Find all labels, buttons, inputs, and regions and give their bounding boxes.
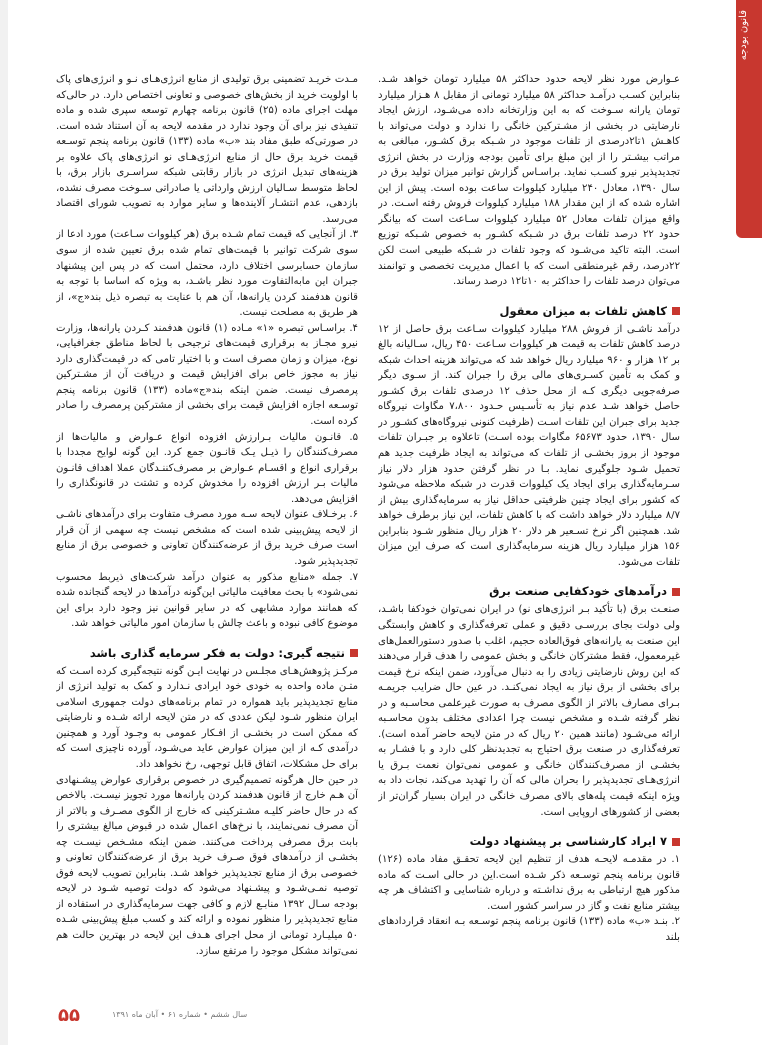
page-number: ۵۵ [58, 1005, 80, 1026]
paragraph: مرکـز پژوهش‌هـای مجلـس در نهایت ایـن گونه نتیجه‌گیری کرده اسـت که متـن ماده واحده به خودی خود ایرادی نـدارد و کمک به تولید انرژی از منابع تجدیدپذیر باید همواره در تمام برنامه‌های دولت جمهوری اسلامی ایران منظور شـود لیکن عددی که در متن لایحه ارائه شـده و نارضایتی که ممکن است در بخشـی از افـکار عمومی به وجـود آورد و همچنین درآمدی کـه از این میزان عوارض عاید می‌شـود، آورده ناچیزی است که برای حل مشکلات، اتفاق قابل توجهی، رخ نخواهد داد. [56, 665, 358, 770]
paragraph: ۱. در مقدمـه لایحـه هدف از تنظیم این لایحه تحقـق مفاد ماده (۱۲۶) قانون برنامه پنجم توسـعه ذکر شـده است.این در حالی اسـت که ماده مذکور هیچ ارتباطی به برق نداشـته و درباره شناسایی و اکتشاف هر چه بیشتر منابع نفت و گاز در سراسر کشور است. [378, 854, 680, 912]
section-heading-text: کاهش تلفات به میزان معقول [499, 303, 667, 318]
section-heading [56, 644, 358, 662]
section-heading-text: درآمدهای خودکفایی صنعت برق [489, 584, 667, 599]
paragraph: مـدت خریـد تضمینی برق تولیدی از منابع انرژی‌هـای نـو و انرژی‌های پاک با اولویت خرید از بخش‌های خصوصی و تعاونی اختصاص دارد. در حالی‌که مهلت اجرای ماده (۲۵) قانون برنامه چهارم توسعه سپری شده و ماده تنفیذی نیز برای آن وجود ندارد در مقدمه لایحه به آن استناد شده است. در صورتی‌که طبق مفاد بند «ب» ماده (۱۳۳) قانون برنامه پنجم توسـعه قیمت خرید برق حال از منابع انرژی‌هـای نو انرژی‌های پاک علاوه بر هزینه‌های تبدیل انرژی در بازار رقابتی شبکه سراسـری بازار برق، با لحاظ متوسط سـالیان ارزش وارداتی یا صادراتی سـوخت مصرف نشده، بازدهی، عدم انتشـار آلاینده‌ها و سایر موارد به تصویب شورای اقتصاد می‌رسد. [56, 74, 358, 225]
paragraph: در حین حال هرگونه تصمیم‌گیری در خصوص برقراری عوارض پیشـنهادی آن هـم خارج از قانون هدفمند کردن یارانه‌ها مورد تجویز نیسـت. بالاخص که در حال حاضر کلیـه مشـترکینی که خارج از الگوی مصـرف و بالاتر از آن مصرف نمی‌نمایند، با نرخ‌های اعمال شده در قبوض مبالغ بیشتری را بابت برق مصرفی پرداخت می‌کنند. ضمن اینکه مشـخص نیسـت چه بخشـی از درآمدهای فوق صـرف خرید برق از عرضه‌کنندگان تعاونی و خصوصی برق از منابع تجدیدپذیر خواهد شـد. بنابراین تصویب لایحه فوق توصیه نمـی‌شـود و پیشـنهاد می‌شود که دولت توصیه شـود در لایحه بودجه سـال ۱۳۹۲ منابـع لازم و کافی جهت سرمایه‌گذاری در استفاده از منابع تجدیدپذیر را منظور نموده و ارائه کند و کسب مبلغ پیش‌بینی شـده ۵۰ میلیـارد تومانی از محل اجرای هـدف این لایحه در بهترین حالت هم نمی‌تواند مشکل موجود را مرتفع سازد. [56, 774, 358, 957]
square-bullet-icon [350, 649, 358, 657]
square-bullet-icon [672, 838, 680, 846]
paragraph: ۲. بنـد «ب» ماده (۱۳۳) قانون برنامه پنجم توسـعه بـه انعقاد قراردادهای بلند [378, 916, 680, 943]
paragraph: ۳. از آنجایی که قیمت تمام شـده برق (هر کیلووات سـاعت) مورد ادعا از سوی شرکت توانیر با قیمت‌های تمام شده برق تعیین شده از سوی سازمان حسابرسی اختلاف دارد، محتمل است که در پس این پیشنهاد جبران این مابه‌التفاوت مورد نظر باشـد، به ویژه که اساسا با توجه به قانون هدفمند کردن یارانه‌ها، آن هم با عنایت به تبصره ذیل بند«ج»، از هر طریق به مصلحت نیست. [56, 229, 358, 319]
right-column [378, 72, 680, 977]
left-margin-strip [0, 0, 8, 1045]
section-heading-text: نتیجه گیری: دولت به فکر سرمایه گذاری باشد [89, 645, 345, 660]
square-bullet-icon [672, 588, 680, 596]
section-heading [378, 832, 680, 850]
left-column [56, 72, 358, 977]
section-heading [378, 582, 680, 600]
section-tab-label: قانون بودجه [738, 10, 749, 61]
issue-info: سال ششم • شماره ۶۱ • آبان ماه ۱۳۹۱ [112, 1010, 248, 1019]
article-body [56, 72, 680, 977]
paragraph: ۶. برخـلاف عنوان لایحه سـه مورد مصرف متفاوت برای درآمدهای ناشـی از لایحه پیش‌بینی شده است که مشخص نیست چه سهمی از آن قرار است صرف خرید برق از عرضه‌کنندگان تعاونی و خصوصی برق از منابع تجدیدپذیر شود. [56, 509, 358, 567]
paragraph: ۴. براسـاس تبصره «۱» مـاده (۱) قانون هدفمند کـردن یارانه‌ها، وزارت نیرو مجـاز به برقراری قیمت‌های ترجیحی با لحاظ مناطق جغرافیایی، نوع، میزان و زمان مصرف است و با اختیار تامی که در قیمت‌گذاری دارد نیاز به مجوز خاص برای افزایش قیمت و دریافت آن از مشـترکین پرمصرف نیست. ضمن اینکه بند«ج»ماده (۱۳۳) قانون برنامه پنجم توسـعه اجازه افزایش قیمت برای بخشی از مشترکین پرمصرف را صادر کرده است. [56, 322, 358, 428]
paragraph: عـوارض مورد نظر لایحه حدود حداکثر ۵۸ میلیارد تومان خواهد شـد. بنابراین کسـب درآمـد حداکثر ۵۸ میلیارد تومانی از مقابل ۸ هـزار میلیارد تومان یارانه سـوخت که به این وزارتخانه داده می‌شـود، ارزش ایجاد نارضایتی در بخشی از مشـترکین خانگی را ندارد و دولت می‌تواند با کاهـش ۱تا۲درصدی از تلفات موجود در شـبکه برق کشـور، مبالغی به مراتب بیشـتر را از این مبلغ برای تأمین بودجه وزارت در بخش انرژی تجدیدپذیر نیرو کسـب نماید. براسـاس گزارش توانیر میزان تولید برق در سال ۱۳۹۰، معادل ۲۴۰ میلیارد کیلووات ساعت بوده است. پیش از این اشاره شده که از این مقدار ۱۸۸ میلیارد کیلووات فروش رفته اسـت. در واقع میزان تلفات معادل ۵۲ میلیارد کیلووات سـاعت است که بیانگر حدود ۲۲ درصد تلفات برق در شـبکه کشـور به خصوص شـبکه توزیع است. البته تاکید می‌شـود که وجود تلفات در شـبکه طبیعی است لکن ۲۲درصد، رقم غیرمنطقی است که با اعمال مدیریت تخصصی و توانمند می‌توان درصد تلفات را حداکثر به ۱۰تا۱۲ درصد رساند. [378, 74, 680, 288]
square-bullet-icon [672, 307, 680, 315]
paragraph: درآمد ناشـی از فروش ۲۸۸ میلیارد کیلووات سـاعت برق حاصل از ۱۲ درصد کاهش تلفات به قیمت هر کیلووات سـاعت ۴۵۰ ریال، سـالیانه بالغ بر ۱۲ هزار و ۹۶۰ میلیارد ریال خواهد شد که می‌تواند هزینه احداث شبکه و کمک به تأمین کسـری‌های مالی برق را جبران کند. از سـوی دیگر صرفه‌جویی دیگری کـه از محل حذف ۱۲ درصدی تلفات برق کشـور حاصل خواهد شـد عدم نیاز به تأسـیس حـدود ۷،۸۰۰ مگاوات نیروگاه جدید برای جبران این تلفات اسـت (ظرفیت کنونی نیروگاه‌های کشـور در سال ۱۳۹۰، حدود ۶۵۶۷۳ مگاوات بوده اسـت) تاعلاوه بر جبـران تلفات موجود از بروز بخشـی از تلفات که می‌تواند به ایجاد ظرفیت جدید هم تحمیل شـود جلوگیری نماید. بـا در نظر گرفتن حدود هزار دلار نیاز سـرمایه‌گذاری برای ایجاد یک کیلووات قدرت در شبکه ملاحظه می‌شود که کشور برای ایجاد چنین ظرفیتی حداقل نیاز به سرمایه‌گذاری بیش از ۸/۷ میلیارد دلار خواهد داشت که با کاهش تلفات، این نیاز برطرف خواهد شد. همچنین اگر نرخ تسـعیر هر دلار ۲۰ هزار ریال منظور شـود بنابراین ۱۵۶ هزار میلیارد ریال هزینه سرمایه‌گذاری است که صرف این میزان تلفات می‌شود. [378, 323, 680, 568]
section-heading [378, 302, 680, 320]
paragraph: صنعـت برق (با تأکید بـر انرژی‌های نو) در ایران نمی‌توان خودکفا باشـد، ولی دولت بجای بررسـی دقیق و عملی تعرفه‌گذاری و کاهش وابستگی این صنعت به یارانه‌های فوق‌العاده حجیم، اغلب با صدور دستورالعمل‌های غیرمعمول، فقط مشترکان خانگی و بخش عمومی را هدف قرار می‌دهند که این روش نارضایتی زیادی را به دنبال می‌آورد، ضمن اینکه نرخ قیمت برای بخشی از برق نیاز به ایجاد نمی‌کنـد. در عین حال ضرایب جریمـه بـرای مصارف بالاتر از الگوی مصرف به صورت غیرعلمی محاسـبه و در نظر گرفته شـده و مشخص نیست چرا اعدادی مختلف بدون محاسـبه ارائه می‌شـود (مانند همین ۲۰ ریال که در متن لایحه حاضر آمده است). تعرفه‌گذاری در صنعت برق احتیاج به تجدیدنظر کلی دارد و با فشـار به بخشـی از مصرف‌کنندگان خانگی و عمومی نمی‌توان نعمت بـرق یا انرژی‌هـای تجدیدپذیر را بحران مالی که آن را تهدید می‌کند، نجات داد به ویژه اینکه قیمت پله‌های بالای مصرف خانگی در ایران بسیار گران‌تر از بعضی از کشورهای اروپایی است. [378, 604, 680, 818]
paragraph: ۷. جمله «منابع مذکور به عنوان درآمد شرکت‌های ذیربط محسوب نمی‌شود» با بحث معافیت مالیاتی این‌گونه درآمدها در لایحه گنجانده شده که همانند موارد مشابهی که در سایر قوانین نیز وجود دارد برای این موضوع کافی نبوده و باعث چالش با سازمان امور مالیاتی خواهد شد. [56, 571, 358, 630]
section-heading-text: ۷ ایراد کارشناسی بر پیشنهاد دولت [469, 834, 667, 849]
paragraph: ۵. قانـون مالیات بـرارزش افزوده انواع عـوارض و مالیات‌ها از مصرف‌کنندگان را ذیـل یـک قانـون جمع کرد. این گونه لوایح مجددا با برقراری انواع و اقسـام عـوارض بر مصرف‌کننـدگان عملا اهداف قانـون مالیات بـر ارزش افزوده را مخدوش کرده و تشتت در قانونگذاری را افزایش می‌دهد. [56, 431, 358, 505]
section-tab [736, 0, 762, 238]
